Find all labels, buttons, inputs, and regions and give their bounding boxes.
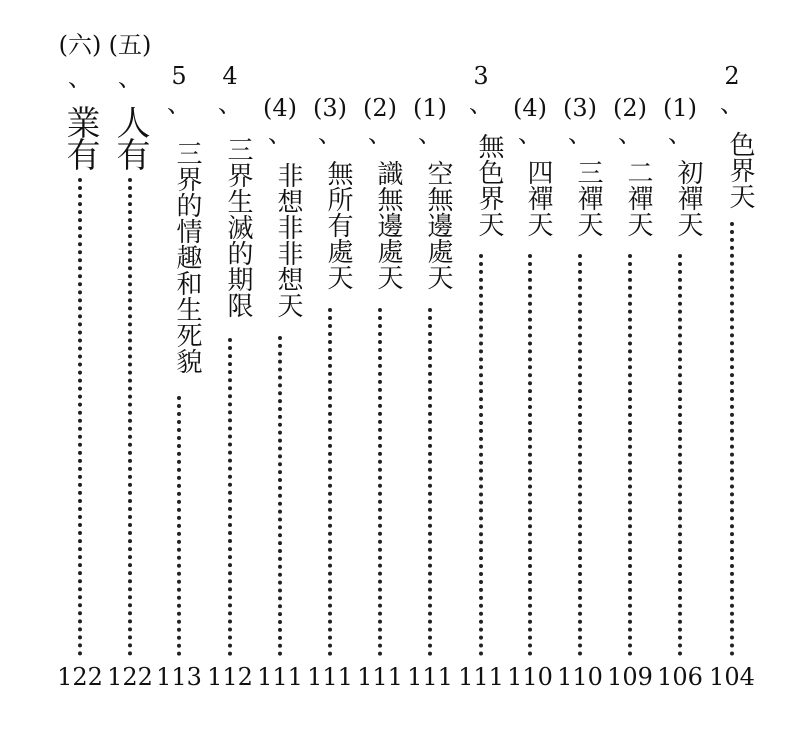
- entry-title: 空無邊處天: [423, 160, 453, 290]
- dot-leader: [428, 308, 436, 656]
- toc-entry-3-sub: [308, 0, 352, 700]
- dot-leader: [177, 396, 185, 656]
- page-number: 110: [507, 663, 553, 691]
- toc-entry-4-sub: [258, 0, 302, 700]
- entry-separator: 、: [68, 64, 92, 92]
- entry-title: 無所有處天: [323, 160, 353, 290]
- entry-title: 四禪天: [523, 158, 553, 237]
- toc-entry-1-sub-b: [658, 0, 702, 700]
- toc-entry-5: [108, 0, 152, 700]
- dot-leader: [578, 254, 586, 656]
- page-number: 111: [307, 663, 353, 691]
- page-number: 111: [407, 663, 453, 691]
- page-number: 113: [156, 663, 202, 691]
- entry-separator: 、: [218, 90, 242, 118]
- page-number: 111: [458, 663, 504, 691]
- page-number: 104: [709, 663, 755, 691]
- entry-separator: 、: [668, 120, 692, 148]
- entry-separator: 、: [368, 120, 392, 148]
- entry-marker: 2: [724, 62, 740, 90]
- toc-entry-2-sub: [358, 0, 402, 700]
- page-number: 109: [607, 663, 653, 691]
- page-number: 112: [207, 663, 253, 691]
- entry-marker: (六): [58, 31, 102, 59]
- entry-title: 識無邊處天: [373, 160, 403, 290]
- entry-separator: 、: [618, 120, 642, 148]
- entry-marker: 3: [473, 62, 489, 90]
- entry-separator: 、: [469, 90, 493, 118]
- entry-marker: (2): [613, 94, 647, 122]
- entry-marker: (1): [663, 94, 697, 122]
- toc-entry-1-sub: [408, 0, 452, 700]
- toc-entry-4-numbered: [208, 0, 252, 700]
- entry-marker: (4): [263, 94, 297, 122]
- entry-title: 三界生滅的期限: [223, 136, 253, 318]
- page-number: 106: [657, 663, 703, 691]
- entry-marker: (2): [363, 94, 397, 122]
- entry-marker: (3): [563, 94, 597, 122]
- page-number: 111: [257, 663, 303, 691]
- dot-leader: [479, 254, 487, 656]
- entry-marker: (4): [513, 94, 547, 122]
- page-number: 110: [557, 663, 603, 691]
- page-number: 122: [57, 663, 103, 691]
- entry-marker: 5: [171, 62, 187, 90]
- dot-leader: [228, 338, 236, 656]
- dot-leader: [128, 178, 136, 656]
- dot-leader: [78, 178, 86, 656]
- page-number: 122: [107, 663, 153, 691]
- toc-entry-3-sub-b: [558, 0, 602, 700]
- entry-marker: (3): [313, 94, 347, 122]
- entry-title: 非想非非想天: [273, 162, 303, 318]
- dot-leader: [278, 336, 286, 656]
- dot-leader: [328, 308, 336, 656]
- entry-separator: 、: [118, 64, 142, 92]
- entry-separator: 、: [268, 120, 292, 148]
- entry-marker: (五): [108, 31, 152, 59]
- entry-title: 二禪天: [623, 158, 653, 237]
- toc-entry-3-numbered: [459, 0, 503, 700]
- toc-entry-2-sub-b: [608, 0, 652, 700]
- entry-separator: 、: [318, 120, 342, 148]
- page-number: 111: [357, 663, 403, 691]
- entry-title: 三禪天: [573, 158, 603, 237]
- toc-entry-6: [58, 0, 102, 700]
- toc-entry-4-sub-b: [508, 0, 552, 700]
- toc-entry-2-numbered: [710, 0, 754, 700]
- entry-separator: 、: [720, 90, 744, 118]
- dot-leader: [628, 254, 636, 656]
- entry-marker: (1): [413, 94, 447, 122]
- entry-title: 色界天: [725, 130, 755, 209]
- toc-entry-5-numbered: [157, 0, 201, 700]
- entry-title: 三界的情趣和生死貌: [172, 140, 202, 374]
- entry-title: 業有: [60, 105, 100, 169]
- entry-title: 初禪天: [673, 158, 703, 237]
- entry-title: 無色界天: [474, 132, 504, 237]
- entry-separator: 、: [167, 90, 191, 118]
- entry-title: 人有: [110, 105, 150, 169]
- dot-leader: [378, 308, 386, 656]
- dot-leader: [730, 222, 738, 656]
- entry-marker: 4: [222, 62, 238, 90]
- dot-leader: [678, 254, 686, 656]
- dot-leader: [528, 254, 536, 656]
- entry-separator: 、: [568, 120, 592, 148]
- entry-separator: 、: [518, 120, 542, 148]
- entry-separator: 、: [418, 120, 442, 148]
